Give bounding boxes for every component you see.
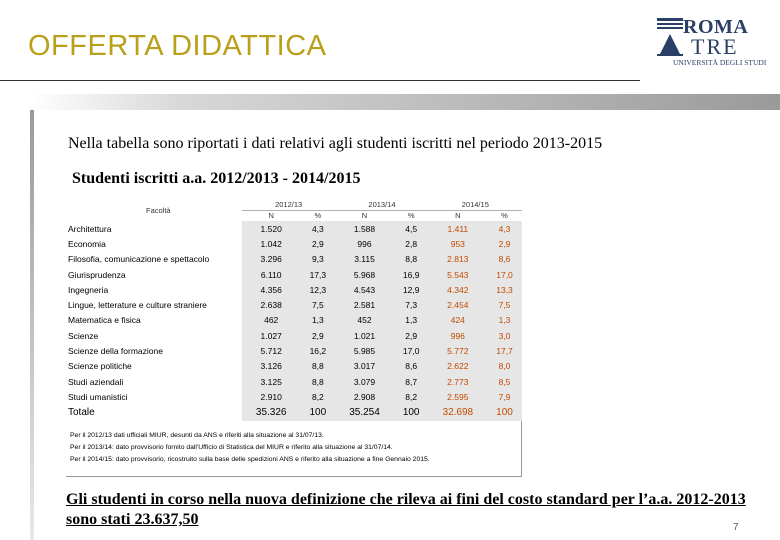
page-number: 7: [733, 522, 739, 533]
value-cell: 3.126: [242, 359, 300, 374]
value-cell: 4.356: [242, 282, 300, 297]
value-cell: 2.908: [335, 389, 393, 404]
value-cell: 9,3: [300, 252, 335, 267]
value-cell: 17,7: [487, 343, 522, 358]
decorative-side-band: [30, 110, 34, 540]
value-cell: 13,3: [487, 282, 522, 297]
value-cell: 4,3: [487, 221, 522, 236]
value-cell: 2.638: [242, 297, 300, 312]
value-cell: 4.342: [429, 282, 487, 297]
students-table: [66, 199, 522, 421]
value-cell: 5.712: [242, 343, 300, 358]
value-cell: 2.454: [429, 297, 487, 312]
faculty-name-cell: Matematica e fisica: [66, 313, 242, 328]
table-row: [66, 221, 522, 236]
value-cell: 452: [335, 313, 393, 328]
value-cell: 3.079: [335, 374, 393, 389]
table-row: [66, 359, 522, 374]
faculty-name-cell: Architettura: [66, 221, 242, 236]
value-cell: 424: [429, 313, 487, 328]
value-cell: 996: [429, 328, 487, 343]
value-cell: 1,3: [300, 313, 335, 328]
value-cell: 2.622: [429, 359, 487, 374]
value-cell: 5.543: [429, 267, 487, 282]
value-cell: 2.595: [429, 389, 487, 404]
value-cell: 8,6: [487, 252, 522, 267]
faculty-name-cell: Totale: [66, 405, 242, 421]
value-cell: 953: [429, 236, 487, 251]
column-header: %: [487, 210, 522, 221]
value-cell: 8,5: [487, 374, 522, 389]
table-row: [66, 374, 522, 389]
value-cell: 12,3: [300, 282, 335, 297]
logo-tre-text: TRE: [691, 34, 739, 59]
note-line: Per il 2013/14: dato provvisorio fornito dall'Ufficio di Statistica del MIUR e riferito alla situazione al 31/07/14.: [70, 444, 393, 451]
value-cell: 17,3: [300, 267, 335, 282]
value-cell: 1.021: [335, 328, 393, 343]
value-cell: 16,9: [394, 267, 429, 282]
value-cell: 1.520: [242, 221, 300, 236]
faculty-name-cell: Filosofia, comunicazione e spettacolo: [66, 252, 242, 267]
value-cell: 6.110: [242, 267, 300, 282]
title-divider: [0, 80, 640, 81]
value-cell: 7,5: [487, 297, 522, 312]
value-cell: 100: [394, 405, 429, 421]
logo-subtitle: UNIVERSITÀ DEGLI STUDI: [673, 58, 767, 67]
value-cell: 2.813: [429, 252, 487, 267]
table-row: [66, 282, 522, 297]
table-row: [66, 343, 522, 358]
value-cell: 1.042: [242, 236, 300, 251]
value-cell: 12,9: [394, 282, 429, 297]
value-cell: 5.985: [335, 343, 393, 358]
roma-tre-logo: [655, 16, 767, 72]
year-header: 2012/13: [242, 199, 335, 210]
column-header: N: [242, 210, 300, 221]
table-row: [66, 236, 522, 251]
value-cell: 3.115: [335, 252, 393, 267]
year-header: 2013/14: [335, 199, 428, 210]
column-header: N: [429, 210, 487, 221]
logo-emblem-icon: [657, 18, 683, 56]
year-header: 2014/15: [429, 199, 522, 210]
bottom-statement: Gli studenti in corso nella nuova definizione che rileva ai fini del costo standard per l’a.a. 2012-2013 sono stati 23.637,50: [66, 491, 746, 528]
value-cell: 16,2: [300, 343, 335, 358]
value-cell: 2.581: [335, 297, 393, 312]
value-cell: 7,3: [394, 297, 429, 312]
faculty-name-cell: Studi aziendali: [66, 374, 242, 389]
slide-title: OFFERTA DIDATTICA: [28, 30, 327, 62]
value-cell: 8,2: [300, 389, 335, 404]
value-cell: 2,9: [487, 236, 522, 251]
faculty-name-cell: Studi umanistici: [66, 389, 242, 404]
table-row: [66, 252, 522, 267]
table-row: [66, 297, 522, 312]
table-row: [66, 389, 522, 404]
faculty-name-cell: Ingegneria: [66, 282, 242, 297]
value-cell: 3.296: [242, 252, 300, 267]
value-cell: 8,2: [394, 389, 429, 404]
value-cell: 1,3: [487, 313, 522, 328]
value-cell: 996: [335, 236, 393, 251]
value-cell: 3,0: [487, 328, 522, 343]
value-cell: 1,3: [394, 313, 429, 328]
note-line: Per il 2014/15: dato provvisorio, ricostruito sulla base delle spedizioni ANS e riferito alla situazione a fine Gennaio 2015.: [70, 456, 430, 463]
value-cell: 17,0: [487, 267, 522, 282]
value-cell: 2,9: [300, 236, 335, 251]
value-cell: 1.588: [335, 221, 393, 236]
table-body: [66, 221, 522, 421]
value-cell: 462: [242, 313, 300, 328]
value-cell: 3.125: [242, 374, 300, 389]
value-cell: 7,9: [487, 389, 522, 404]
total-row: [66, 405, 522, 421]
value-cell: 5.772: [429, 343, 487, 358]
faculty-name-cell: Scienze politiche: [66, 359, 242, 374]
value-cell: 4.543: [335, 282, 393, 297]
table-row: [66, 328, 522, 343]
value-cell: 2.773: [429, 374, 487, 389]
value-cell: 2,8: [394, 236, 429, 251]
logo-roma-text: ROMA: [683, 16, 749, 38]
table-subtitle: Studenti iscritti a.a. 2012/2013 - 2014/2015: [72, 170, 361, 187]
column-header: N: [335, 210, 393, 221]
table-notes: [70, 430, 520, 466]
value-cell: 1.411: [429, 221, 487, 236]
value-cell: 32.698: [429, 405, 487, 421]
table-row: [66, 313, 522, 328]
faculty-name-cell: Scienze della formazione: [66, 343, 242, 358]
column-header: %: [394, 210, 429, 221]
value-cell: 8,6: [394, 359, 429, 374]
value-cell: 4,3: [300, 221, 335, 236]
value-cell: 1.027: [242, 328, 300, 343]
value-cell: 8,8: [394, 252, 429, 267]
intro-text: Nella tabella sono riportati i dati relativi agli studenti iscritti nel periodo 2013-2015: [68, 135, 603, 152]
value-cell: 3.017: [335, 359, 393, 374]
note-line: Per il 2012/13 dati ufficiali MIUR, desunti da ANS e riferiti alla situazione al 31/07/13.: [70, 432, 324, 439]
value-cell: 8,0: [487, 359, 522, 374]
value-cell: 2.910: [242, 389, 300, 404]
value-cell: 2,9: [300, 328, 335, 343]
value-cell: 4,5: [394, 221, 429, 236]
value-cell: 2,9: [394, 328, 429, 343]
faculty-name-cell: Giurisprudenza: [66, 267, 242, 282]
column-header: %: [300, 210, 335, 221]
faculty-name-cell: Scienze: [66, 328, 242, 343]
faculty-name-cell: Economia: [66, 236, 242, 251]
value-cell: 8,7: [394, 374, 429, 389]
table-row: [66, 267, 522, 282]
faculty-header: Facoltà: [66, 199, 242, 221]
value-cell: 35.254: [335, 405, 393, 421]
value-cell: 5.968: [335, 267, 393, 282]
value-cell: 8,8: [300, 359, 335, 374]
value-cell: 17,0: [394, 343, 429, 358]
value-cell: 100: [487, 405, 522, 421]
faculty-name-cell: Lingue, letterature e culture straniere: [66, 297, 242, 312]
decorative-band: [30, 94, 780, 110]
value-cell: 7,5: [300, 297, 335, 312]
value-cell: 35.326: [242, 405, 300, 421]
value-cell: 100: [300, 405, 335, 421]
value-cell: 8,8: [300, 374, 335, 389]
